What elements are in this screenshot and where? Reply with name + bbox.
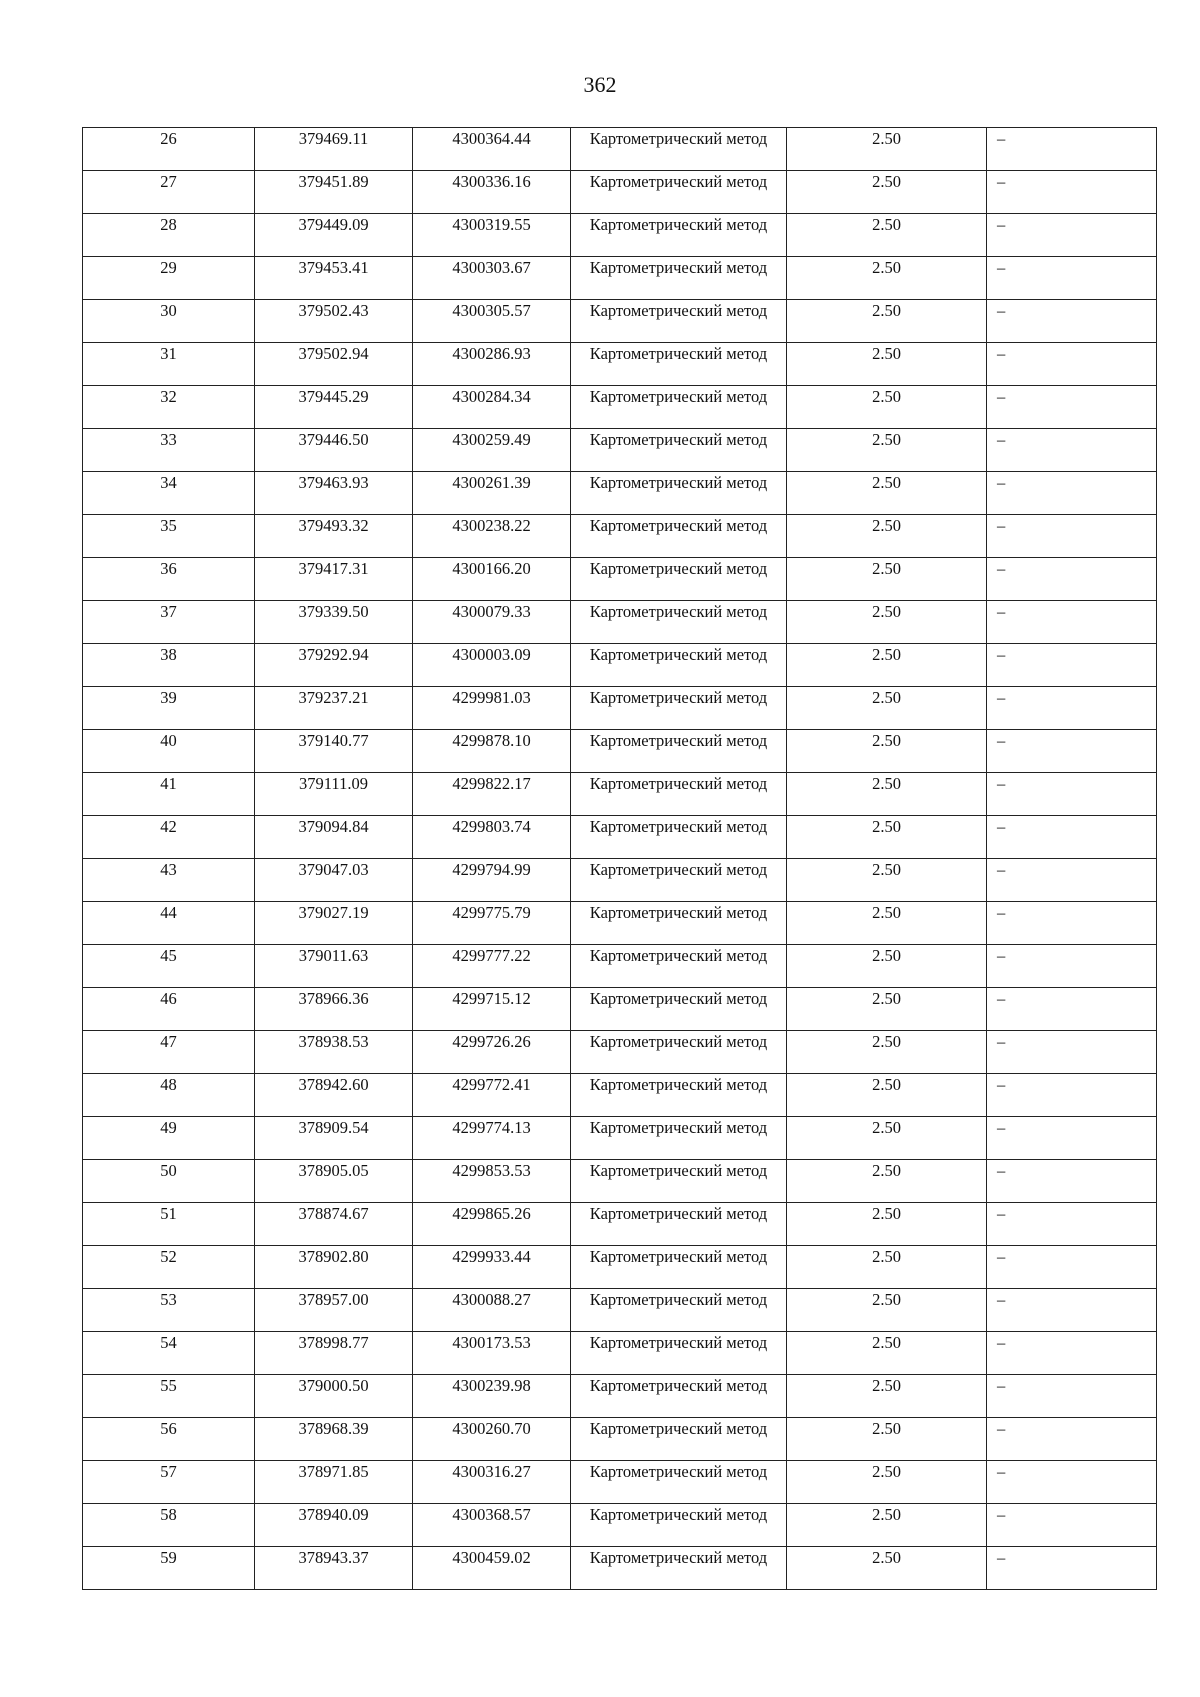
- note-cell: –: [987, 1160, 1157, 1203]
- table-row: [83, 687, 1157, 730]
- y-coordinate-cell: 4300305.57: [413, 300, 571, 343]
- x-coordinate-cell: 378902.80: [255, 1246, 413, 1289]
- x-coordinate-cell: 379339.50: [255, 601, 413, 644]
- point-number-cell: 41: [83, 773, 255, 816]
- x-coordinate-cell: 379502.43: [255, 300, 413, 343]
- method-cell: Картометрический метод: [571, 644, 787, 687]
- x-coordinate-cell: 379292.94: [255, 644, 413, 687]
- table-row: [83, 988, 1157, 1031]
- note-cell: –: [987, 1332, 1157, 1375]
- table-row: [83, 1246, 1157, 1289]
- method-cell: Картометрический метод: [571, 515, 787, 558]
- note-cell: –: [987, 601, 1157, 644]
- x-coordinate-cell: 379047.03: [255, 859, 413, 902]
- y-coordinate-cell: 4300238.22: [413, 515, 571, 558]
- method-cell: Картометрический метод: [571, 1074, 787, 1117]
- note-cell: –: [987, 1289, 1157, 1332]
- x-coordinate-cell: 378968.39: [255, 1418, 413, 1461]
- x-coordinate-cell: 379445.29: [255, 386, 413, 429]
- precision-cell: 2.50: [787, 1074, 987, 1117]
- method-cell: Картометрический метод: [571, 945, 787, 988]
- note-cell: –: [987, 472, 1157, 515]
- x-coordinate-cell: 378971.85: [255, 1461, 413, 1504]
- point-number-cell: 55: [83, 1375, 255, 1418]
- table-row: [83, 558, 1157, 601]
- precision-cell: 2.50: [787, 171, 987, 214]
- table-row: [83, 773, 1157, 816]
- precision-cell: 2.50: [787, 1289, 987, 1332]
- method-cell: Картометрический метод: [571, 687, 787, 730]
- x-coordinate-cell: 379027.19: [255, 902, 413, 945]
- x-coordinate-cell: 378938.53: [255, 1031, 413, 1074]
- y-coordinate-cell: 4300088.27: [413, 1289, 571, 1332]
- method-cell: Картометрический метод: [571, 257, 787, 300]
- precision-cell: 2.50: [787, 343, 987, 386]
- y-coordinate-cell: 4300079.33: [413, 601, 571, 644]
- x-coordinate-cell: 379237.21: [255, 687, 413, 730]
- precision-cell: 2.50: [787, 1160, 987, 1203]
- table-row: [83, 386, 1157, 429]
- x-coordinate-cell: 378874.67: [255, 1203, 413, 1246]
- point-number-cell: 47: [83, 1031, 255, 1074]
- y-coordinate-cell: 4299933.44: [413, 1246, 571, 1289]
- table-row: [83, 1074, 1157, 1117]
- y-coordinate-cell: 4300261.39: [413, 472, 571, 515]
- note-cell: –: [987, 1461, 1157, 1504]
- method-cell: Картометрический метод: [571, 472, 787, 515]
- table-row: [83, 1031, 1157, 1074]
- point-number-cell: 34: [83, 472, 255, 515]
- precision-cell: 2.50: [787, 945, 987, 988]
- y-coordinate-cell: 4300336.16: [413, 171, 571, 214]
- note-cell: –: [987, 1246, 1157, 1289]
- precision-cell: 2.50: [787, 1246, 987, 1289]
- point-number-cell: 53: [83, 1289, 255, 1332]
- precision-cell: 2.50: [787, 472, 987, 515]
- note-cell: –: [987, 1074, 1157, 1117]
- point-number-cell: 37: [83, 601, 255, 644]
- point-number-cell: 29: [83, 257, 255, 300]
- precision-cell: 2.50: [787, 816, 987, 859]
- table-row: [83, 1375, 1157, 1418]
- x-coordinate-cell: 379111.09: [255, 773, 413, 816]
- coordinates-table-body: [83, 128, 1157, 1590]
- method-cell: Картометрический метод: [571, 773, 787, 816]
- y-coordinate-cell: 4299981.03: [413, 687, 571, 730]
- x-coordinate-cell: 379094.84: [255, 816, 413, 859]
- x-coordinate-cell: 378909.54: [255, 1117, 413, 1160]
- point-number-cell: 54: [83, 1332, 255, 1375]
- y-coordinate-cell: 4300239.98: [413, 1375, 571, 1418]
- table-row: [83, 730, 1157, 773]
- note-cell: –: [987, 1504, 1157, 1547]
- y-coordinate-cell: 4300173.53: [413, 1332, 571, 1375]
- point-number-cell: 44: [83, 902, 255, 945]
- x-coordinate-cell: 378905.05: [255, 1160, 413, 1203]
- y-coordinate-cell: 4300368.57: [413, 1504, 571, 1547]
- y-coordinate-cell: 4299775.79: [413, 902, 571, 945]
- page-number: 362: [583, 72, 617, 97]
- table-row: [83, 472, 1157, 515]
- method-cell: Картометрический метод: [571, 1461, 787, 1504]
- note-cell: –: [987, 859, 1157, 902]
- method-cell: Картометрический метод: [571, 1547, 787, 1590]
- precision-cell: 2.50: [787, 1117, 987, 1160]
- table-row: [83, 257, 1157, 300]
- note-cell: –: [987, 902, 1157, 945]
- x-coordinate-cell: 379463.93: [255, 472, 413, 515]
- y-coordinate-cell: 4300003.09: [413, 644, 571, 687]
- method-cell: Картометрический метод: [571, 1117, 787, 1160]
- x-coordinate-cell: 379493.32: [255, 515, 413, 558]
- note-cell: –: [987, 343, 1157, 386]
- table-row: [83, 1203, 1157, 1246]
- y-coordinate-cell: 4300316.27: [413, 1461, 571, 1504]
- method-cell: Картометрический метод: [571, 558, 787, 601]
- table-row: [83, 1418, 1157, 1461]
- method-cell: Картометрический метод: [571, 730, 787, 773]
- table-row: [83, 859, 1157, 902]
- method-cell: Картометрический метод: [571, 1418, 787, 1461]
- y-coordinate-cell: 4300303.67: [413, 257, 571, 300]
- x-coordinate-cell: 379453.41: [255, 257, 413, 300]
- precision-cell: 2.50: [787, 687, 987, 730]
- y-coordinate-cell: 4299853.53: [413, 1160, 571, 1203]
- table-row: [83, 128, 1157, 171]
- y-coordinate-cell: 4299772.41: [413, 1074, 571, 1117]
- note-cell: –: [987, 128, 1157, 171]
- precision-cell: 2.50: [787, 902, 987, 945]
- point-number-cell: 35: [83, 515, 255, 558]
- table-row: [83, 1547, 1157, 1590]
- point-number-cell: 32: [83, 386, 255, 429]
- method-cell: Картометрический метод: [571, 988, 787, 1031]
- note-cell: –: [987, 1031, 1157, 1074]
- table-row: [83, 1461, 1157, 1504]
- precision-cell: 2.50: [787, 1332, 987, 1375]
- point-number-cell: 39: [83, 687, 255, 730]
- y-coordinate-cell: 4299777.22: [413, 945, 571, 988]
- note-cell: –: [987, 1547, 1157, 1590]
- precision-cell: 2.50: [787, 1375, 987, 1418]
- method-cell: Картометрический метод: [571, 902, 787, 945]
- note-cell: –: [987, 1418, 1157, 1461]
- table-row: [83, 214, 1157, 257]
- point-number-cell: 40: [83, 730, 255, 773]
- point-number-cell: 51: [83, 1203, 255, 1246]
- precision-cell: 2.50: [787, 257, 987, 300]
- coordinates-table: [82, 127, 1157, 1590]
- x-coordinate-cell: 378966.36: [255, 988, 413, 1031]
- point-number-cell: 46: [83, 988, 255, 1031]
- x-coordinate-cell: 378942.60: [255, 1074, 413, 1117]
- note-cell: –: [987, 644, 1157, 687]
- note-cell: –: [987, 988, 1157, 1031]
- note-cell: –: [987, 429, 1157, 472]
- y-coordinate-cell: 4300286.93: [413, 343, 571, 386]
- precision-cell: 2.50: [787, 644, 987, 687]
- y-coordinate-cell: 4299726.26: [413, 1031, 571, 1074]
- precision-cell: 2.50: [787, 1031, 987, 1074]
- x-coordinate-cell: 379451.89: [255, 171, 413, 214]
- method-cell: Картометрический метод: [571, 1246, 787, 1289]
- x-coordinate-cell: 379449.09: [255, 214, 413, 257]
- table-row: [83, 429, 1157, 472]
- precision-cell: 2.50: [787, 773, 987, 816]
- precision-cell: 2.50: [787, 859, 987, 902]
- precision-cell: 2.50: [787, 988, 987, 1031]
- table-row: [83, 644, 1157, 687]
- note-cell: –: [987, 1117, 1157, 1160]
- method-cell: Картометрический метод: [571, 386, 787, 429]
- point-number-cell: 42: [83, 816, 255, 859]
- y-coordinate-cell: 4299794.99: [413, 859, 571, 902]
- method-cell: Картометрический метод: [571, 601, 787, 644]
- method-cell: Картометрический метод: [571, 1332, 787, 1375]
- y-coordinate-cell: 4300319.55: [413, 214, 571, 257]
- method-cell: Картометрический метод: [571, 1203, 787, 1246]
- note-cell: –: [987, 300, 1157, 343]
- point-number-cell: 30: [83, 300, 255, 343]
- method-cell: Картометрический метод: [571, 429, 787, 472]
- note-cell: –: [987, 816, 1157, 859]
- point-number-cell: 26: [83, 128, 255, 171]
- precision-cell: 2.50: [787, 128, 987, 171]
- precision-cell: 2.50: [787, 558, 987, 601]
- table-row: [83, 515, 1157, 558]
- x-coordinate-cell: 378940.09: [255, 1504, 413, 1547]
- note-cell: –: [987, 558, 1157, 601]
- point-number-cell: 49: [83, 1117, 255, 1160]
- x-coordinate-cell: 379469.11: [255, 128, 413, 171]
- point-number-cell: 27: [83, 171, 255, 214]
- table-row: [83, 343, 1157, 386]
- method-cell: Картометрический метод: [571, 214, 787, 257]
- method-cell: Картометрический метод: [571, 1504, 787, 1547]
- y-coordinate-cell: 4299715.12: [413, 988, 571, 1031]
- note-cell: –: [987, 257, 1157, 300]
- x-coordinate-cell: 379502.94: [255, 343, 413, 386]
- note-cell: –: [987, 687, 1157, 730]
- x-coordinate-cell: 379140.77: [255, 730, 413, 773]
- y-coordinate-cell: 4299865.26: [413, 1203, 571, 1246]
- table-row: [83, 816, 1157, 859]
- x-coordinate-cell: 379011.63: [255, 945, 413, 988]
- table-row: [83, 1160, 1157, 1203]
- note-cell: –: [987, 515, 1157, 558]
- note-cell: –: [987, 945, 1157, 988]
- point-number-cell: 36: [83, 558, 255, 601]
- table-row: [83, 601, 1157, 644]
- point-number-cell: 45: [83, 945, 255, 988]
- precision-cell: 2.50: [787, 1461, 987, 1504]
- precision-cell: 2.50: [787, 429, 987, 472]
- method-cell: Картометрический метод: [571, 128, 787, 171]
- note-cell: –: [987, 1375, 1157, 1418]
- table-row: [83, 1117, 1157, 1160]
- note-cell: –: [987, 730, 1157, 773]
- point-number-cell: 52: [83, 1246, 255, 1289]
- point-number-cell: 28: [83, 214, 255, 257]
- x-coordinate-cell: 378943.37: [255, 1547, 413, 1590]
- precision-cell: 2.50: [787, 386, 987, 429]
- method-cell: Картометрический метод: [571, 859, 787, 902]
- point-number-cell: 31: [83, 343, 255, 386]
- precision-cell: 2.50: [787, 300, 987, 343]
- note-cell: –: [987, 386, 1157, 429]
- precision-cell: 2.50: [787, 515, 987, 558]
- method-cell: Картометрический метод: [571, 1375, 787, 1418]
- x-coordinate-cell: 379417.31: [255, 558, 413, 601]
- precision-cell: 2.50: [787, 1504, 987, 1547]
- point-number-cell: 50: [83, 1160, 255, 1203]
- table-row: [83, 1504, 1157, 1547]
- point-number-cell: 48: [83, 1074, 255, 1117]
- x-coordinate-cell: 378957.00: [255, 1289, 413, 1332]
- table-row: [83, 945, 1157, 988]
- note-cell: –: [987, 214, 1157, 257]
- x-coordinate-cell: 379446.50: [255, 429, 413, 472]
- method-cell: Картометрический метод: [571, 1289, 787, 1332]
- point-number-cell: 33: [83, 429, 255, 472]
- precision-cell: 2.50: [787, 1547, 987, 1590]
- y-coordinate-cell: 4300259.49: [413, 429, 571, 472]
- y-coordinate-cell: 4300284.34: [413, 386, 571, 429]
- y-coordinate-cell: 4299878.10: [413, 730, 571, 773]
- method-cell: Картометрический метод: [571, 1031, 787, 1074]
- note-cell: –: [987, 773, 1157, 816]
- point-number-cell: 38: [83, 644, 255, 687]
- precision-cell: 2.50: [787, 601, 987, 644]
- y-coordinate-cell: 4299803.74: [413, 816, 571, 859]
- method-cell: Картометрический метод: [571, 1160, 787, 1203]
- x-coordinate-cell: 378998.77: [255, 1332, 413, 1375]
- y-coordinate-cell: 4299822.17: [413, 773, 571, 816]
- y-coordinate-cell: 4299774.13: [413, 1117, 571, 1160]
- y-coordinate-cell: 4300459.02: [413, 1547, 571, 1590]
- method-cell: Картометрический метод: [571, 300, 787, 343]
- y-coordinate-cell: 4300260.70: [413, 1418, 571, 1461]
- point-number-cell: 58: [83, 1504, 255, 1547]
- precision-cell: 2.50: [787, 1203, 987, 1246]
- table-row: [83, 1289, 1157, 1332]
- x-coordinate-cell: 379000.50: [255, 1375, 413, 1418]
- y-coordinate-cell: 4300364.44: [413, 128, 571, 171]
- method-cell: Картометрический метод: [571, 343, 787, 386]
- precision-cell: 2.50: [787, 214, 987, 257]
- table-row: [83, 171, 1157, 214]
- point-number-cell: 59: [83, 1547, 255, 1590]
- point-number-cell: 43: [83, 859, 255, 902]
- precision-cell: 2.50: [787, 730, 987, 773]
- point-number-cell: 56: [83, 1418, 255, 1461]
- precision-cell: 2.50: [787, 1418, 987, 1461]
- method-cell: Картометрический метод: [571, 816, 787, 859]
- table-row: [83, 300, 1157, 343]
- table-row: [83, 1332, 1157, 1375]
- note-cell: –: [987, 1203, 1157, 1246]
- table-row: [83, 902, 1157, 945]
- method-cell: Картометрический метод: [571, 171, 787, 214]
- y-coordinate-cell: 4300166.20: [413, 558, 571, 601]
- note-cell: –: [987, 171, 1157, 214]
- point-number-cell: 57: [83, 1461, 255, 1504]
